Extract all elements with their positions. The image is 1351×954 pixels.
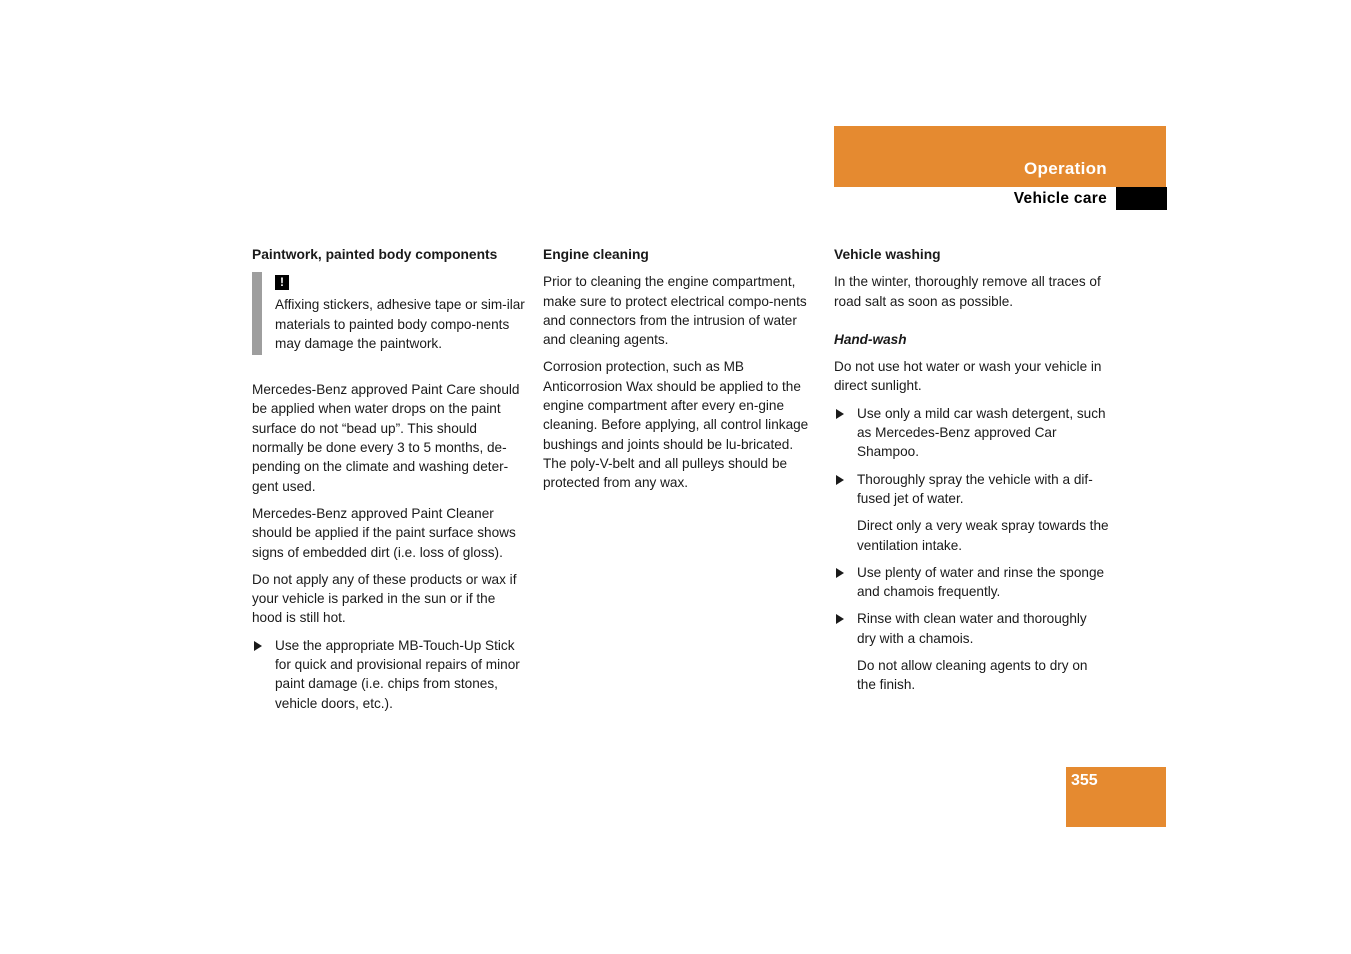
list-item xyxy=(834,563,1109,602)
heading-paintwork: Paintwork, painted body components xyxy=(252,247,498,262)
warning-bar xyxy=(252,272,262,355)
arrow-bullet-icon xyxy=(254,641,262,651)
list-item-text: Use only a mild car wash detergent, such as Mercedes-Benz approved Car Shampoo. xyxy=(857,405,1106,460)
arrow-bullet-icon xyxy=(836,568,844,578)
list-item-text: Rinse with clean water and thoroughly dry with a chamois. xyxy=(857,611,1087,646)
chapter-tab xyxy=(1116,187,1167,210)
list-item xyxy=(252,636,527,713)
column-engine-cleaning xyxy=(543,245,818,501)
arrow-bullet-icon xyxy=(836,475,844,485)
dry-note: Do not allow cleaning agents to dry on the finish. xyxy=(857,658,1088,693)
subheading-hand-wash: Hand-wash xyxy=(834,331,907,347)
list-item-text: Thoroughly spray the vehicle with a dif-fused jet of water. xyxy=(857,471,1093,506)
heading-engine-cleaning: Engine cleaning xyxy=(543,247,649,262)
engine-prep-paragraph: Prior to cleaning the engine compartment, make sure to protect electrical compo-nents and connectors from the intrusion of water and cleaning agents. xyxy=(543,274,807,348)
list-item xyxy=(834,404,1109,462)
paint-cleaner-paragraph: Mercedes-Benz approved Paint Cleaner should be applied if the paint surface shows signs of embedded dirt (i.e. loss of gloss). xyxy=(252,505,516,560)
section-title: Operation xyxy=(1024,159,1107,178)
paint-care-paragraph: Mercedes-Benz approved Paint Care should be applied when water drops on the paint surface do not “bead up”. This should normally be done every 3 to 5 months, de-pending on the climate and washing deter-gent used. xyxy=(252,382,520,494)
hot-water-paragraph: Do not use hot water or wash your vehicle in direct sunlight. xyxy=(834,359,1102,394)
winter-paragraph: In the winter, thoroughly remove all traces of road salt as soon as possible. xyxy=(834,274,1101,309)
column-vehicle-washing xyxy=(834,245,1109,703)
list-item-text: Use the appropriate MB-Touch-Up Stick for quick and provisional repairs of minor paint damage (i.e. chips from stones, vehicle doors, etc.). xyxy=(275,637,520,711)
arrow-bullet-icon xyxy=(836,614,844,624)
warning-icon: ! xyxy=(275,275,289,290)
wax-caution-paragraph: Do not apply any of these products or wax if your vehicle is parked in the sun or if the hood is still hot. xyxy=(252,571,517,626)
arrow-bullet-icon xyxy=(836,409,844,419)
list-item-text: Use plenty of water and rinse the sponge and chamois frequently. xyxy=(857,564,1105,600)
warning-box xyxy=(252,272,527,353)
header-bar xyxy=(834,126,1166,187)
column-paintwork xyxy=(252,245,527,721)
subsection-title: Vehicle care xyxy=(1013,190,1107,207)
list-item xyxy=(834,609,1109,648)
list-item xyxy=(834,470,1109,509)
spray-note: Direct only a very weak spray towards the ventilation intake. xyxy=(857,518,1109,553)
heading-vehicle-washing: Vehicle washing xyxy=(834,247,941,262)
warning-text: Affixing stickers, adhesive tape or sim-ilar materials to painted body compo-nents may damage the paintwork. xyxy=(275,297,525,351)
corrosion-paragraph: Corrosion protection, such as MB Anticorrosion Wax should be applied to the engine compartment after every en-gine cleaning. Before applying, all control linkage bushings and joints should be lu-bricated. The poly-V-belt and all pulleys should be protected from any wax. xyxy=(543,359,809,491)
page-number: 355 xyxy=(1071,772,1098,789)
